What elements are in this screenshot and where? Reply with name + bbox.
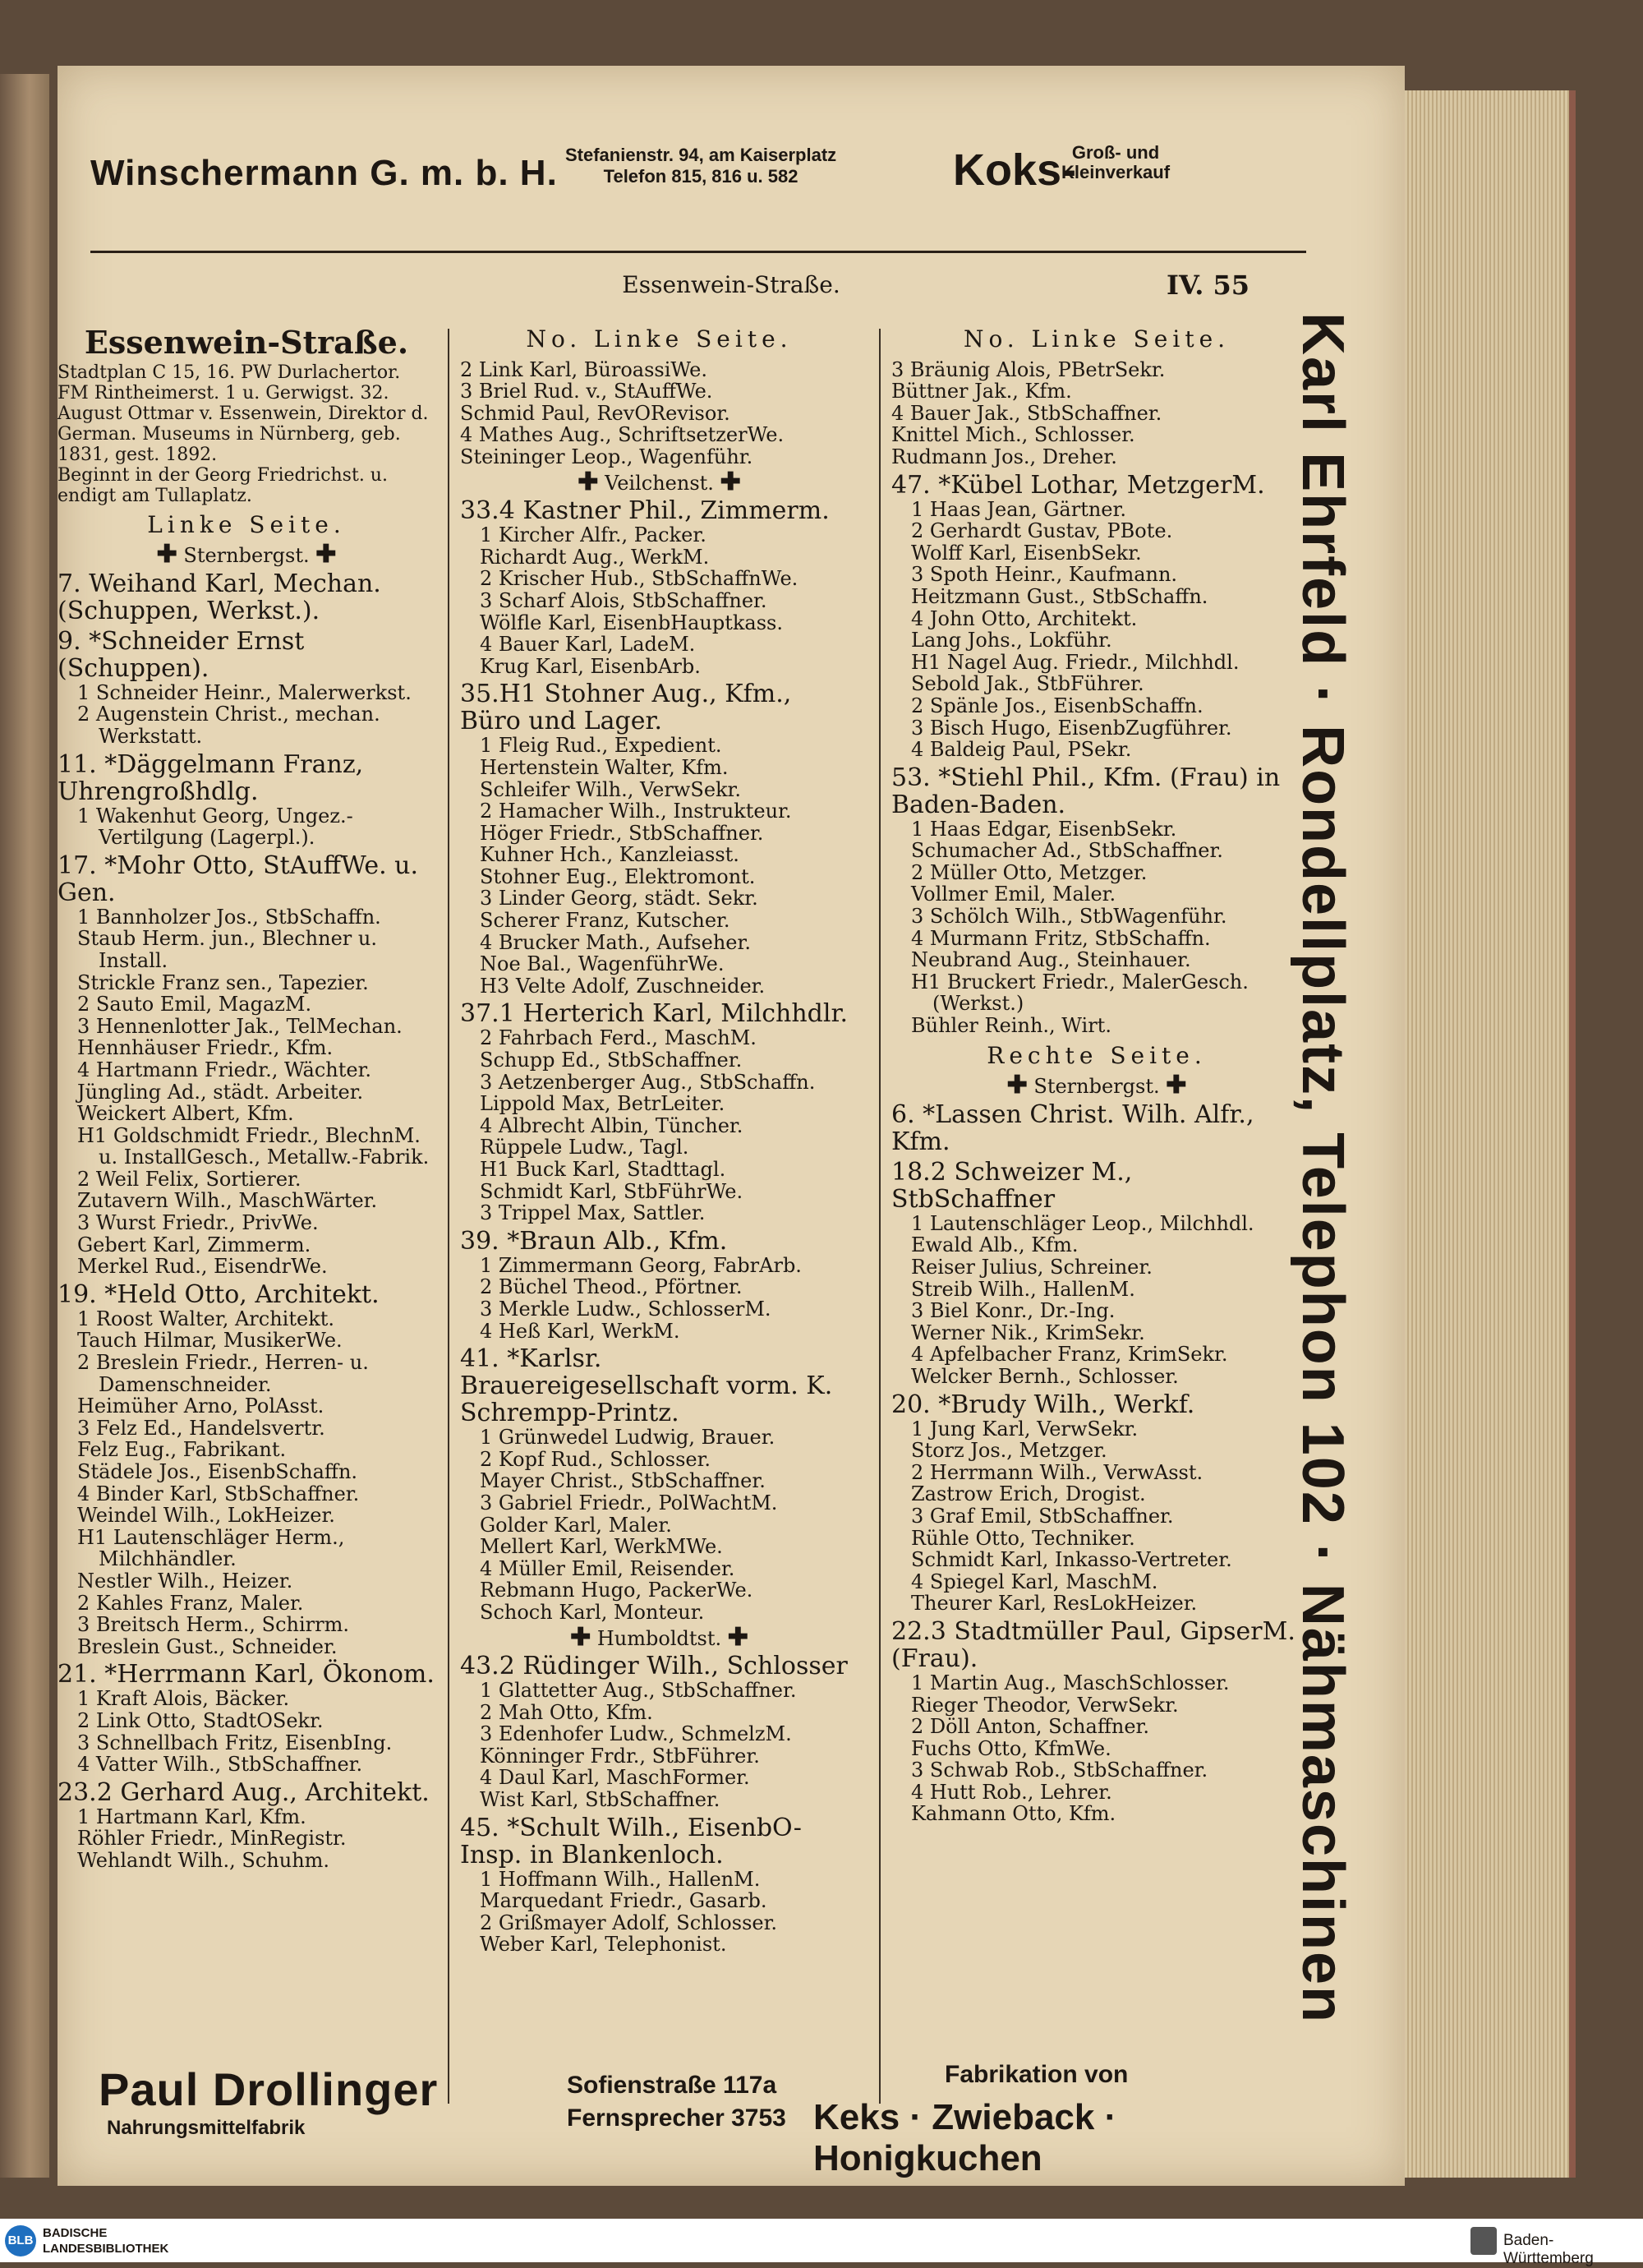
- entry-heading: 37.1 Herterich Karl, Milchhdlr.: [460, 999, 849, 1029]
- tenant-line: 3 Schnellbach Fritz, EisenbIng.: [77, 1731, 393, 1754]
- blb-name-line2: LANDESBIBLIOTHEK: [43, 2242, 169, 2256]
- header-rule: [90, 251, 1306, 253]
- tenant-line: Nestler Wilh., Heizer.: [77, 1569, 293, 1593]
- entry-heading: 11. *Däggelmann Franz, Uhrengroßhdlg.: [58, 749, 364, 806]
- tenant-line: Schupp Ed., StbSchaffner.: [480, 1049, 743, 1072]
- cross-street: ✚ Veilchenst. ✚: [578, 467, 741, 496]
- tenant-line: Schleifer Wilh., VerwSekr.: [480, 777, 742, 801]
- tenant-line: Marquedant Friedr., Gasarb.: [480, 1889, 767, 1913]
- tenant-line: Könninger Frdr., StbFührer.: [480, 1744, 760, 1768]
- entry-heading: 7. Weihand Karl, Mechan. (Schuppen, Werkst.).: [58, 569, 381, 625]
- tenant-line: Reiser Julius, Schreiner.: [911, 1256, 1153, 1279]
- footer-ad: [90, 2046, 1306, 2178]
- bw-label: Baden-Württemberg: [1503, 2232, 1594, 2267]
- tenant-line: Wehlandt Wilh., Schuhm.: [77, 1848, 330, 1872]
- tenant-line: 2 Sauto Emil, MagazM.: [77, 993, 312, 1016]
- tenant-line: 3 Briel Rud. v., StAuffWe.: [460, 380, 713, 403]
- tenant-line: 3 Biel Konr., Dr.-Ing.: [911, 1299, 1116, 1323]
- tenant-line: H1 Buck Karl, Stadttagl.: [480, 1158, 726, 1181]
- tenant-line: 1 Schneider Heinr., Malerwerkst.: [77, 680, 412, 704]
- tenant-line: Merkel Rud., EisendrWe.: [77, 1255, 328, 1279]
- tenant-line: Rudmann Jos., Dreher.: [891, 445, 1117, 468]
- tenant-line: Scherer Franz, Kutscher.: [480, 909, 730, 933]
- tenant-line: Wolff Karl, EisenbSekr.: [911, 541, 1142, 565]
- header-address: Stefanienstr. 94, am Kaiserplatz: [565, 145, 837, 165]
- tenant-line: 1 Glattetter Aug., StbSchaffner.: [480, 1679, 797, 1703]
- side-advert: [1290, 312, 1392, 2024]
- tenant-line: Golder Karl, Maler.: [480, 1513, 672, 1537]
- tenant-line: 3 Bisch Hugo, EisenbZugführer.: [911, 716, 1232, 740]
- entries-list: [58, 570, 435, 1872]
- blb-name-line1: BADISCHE: [43, 2226, 108, 2240]
- tenant-line: Zastrow Erich, Drogist.: [911, 1482, 1146, 1506]
- tenant-line: Noe Bal., WagenführWe.: [480, 952, 725, 976]
- column-2: [460, 320, 858, 1956]
- tenant-line: Schmidt Karl, Inkasso-Vertreter.: [911, 1548, 1232, 1572]
- footer-phone: Fernsprecher 3753: [567, 2104, 786, 2132]
- entry-heading: 45. *Schult Wilh., EisenbO-Insp. in Blankenloch.: [460, 1813, 802, 1869]
- tenant-line: 2 Büchel Theod., Pförtner.: [480, 1275, 743, 1299]
- address-entry: [460, 680, 858, 997]
- cross-street-label: Sternbergst.: [1033, 1075, 1160, 1099]
- side-heading: Rechte Seite.: [987, 1041, 1207, 1069]
- tenant-line: 2 Gerhardt Gustav, PBote.: [911, 519, 1173, 543]
- page-stack-edge: [1405, 90, 1576, 2178]
- tenant-line: Kahmann Otto, Kfm.: [911, 1802, 1116, 1826]
- tenant-line: Heitzmann Gust., StbSchaffn.: [911, 584, 1208, 608]
- tenant-line: 3 Graf Emil, StbSchaffner.: [911, 1504, 1174, 1528]
- tenant-line: 2 Fahrbach Ferd., MaschM.: [480, 1026, 757, 1050]
- tenant-line: 3 Breitsch Herm., Schirrm.: [77, 1613, 349, 1637]
- tenant-line: 1 Lautenschläger Leop., Milchhdl.: [911, 1211, 1254, 1235]
- tenant-line: 2 Herrmann Wilh., VerwAsst.: [911, 1460, 1203, 1484]
- tenant-line: Rieger Theodor, VerwSekr.: [911, 1693, 1179, 1717]
- address-entry: [58, 1661, 435, 1775]
- tenant-line: 3 Scharf Alois, StbSchaffner.: [480, 588, 767, 612]
- tenant-line: 2 Kahles Franz, Maler.: [77, 1591, 304, 1615]
- entry-heading: 18.2 Schweizer M., StbSchaffner: [891, 1157, 1133, 1214]
- side-advert-text: Karl Ehrfeld · Rondellplatz, Telephon 102 · Nähmaschinen: [1290, 312, 1355, 2024]
- book-page: [58, 66, 1405, 2186]
- street-intro: [58, 362, 435, 506]
- tenant-line: 2 Augenstein Christ., mechan. Werkstatt.: [77, 703, 380, 748]
- tenant-line: 3 Schwab Rob., StbSchaffner.: [911, 1759, 1208, 1782]
- footer-address: [567, 2069, 786, 2135]
- address-entry: [58, 852, 435, 1278]
- tenant-line: 1 Hoffmann Wilh., HallenM.: [480, 1867, 761, 1891]
- tenant-line: 2 Müller Otto, Metzger.: [911, 860, 1148, 884]
- tenant-line: Tauch Hilmar, MusikerWe.: [77, 1329, 343, 1353]
- tenant-line: 1 Kraft Alois, Bäcker.: [77, 1687, 290, 1711]
- tenant-line: Wist Karl, StbSchaffner.: [480, 1788, 720, 1812]
- entry-heading: 19. *Held Otto, Architekt.: [58, 1279, 380, 1309]
- tenant-line: Richardt Aug., WerkM.: [480, 545, 710, 569]
- tenant-line: 4 Vatter Wilh., StbSchaffner.: [77, 1753, 363, 1777]
- entry-heading: 39. *Braun Alb., Kfm.: [460, 1226, 728, 1256]
- tenant-line: Mellert Karl, WerkMWe.: [480, 1535, 723, 1559]
- tenant-line: 1 Hartmann Karl, Kfm.: [77, 1805, 306, 1828]
- header-sales-line1: Groß- und: [1071, 142, 1160, 163]
- tenant-line: Heimüher Arno, PolAsst.: [77, 1394, 324, 1418]
- header-sales-line2: Kleinverkauf: [1061, 162, 1171, 182]
- address-entry: [460, 1653, 858, 1811]
- tenant-line: 4 Binder Karl, StbSchaffner.: [77, 1482, 360, 1505]
- tenant-line: Mayer Christ., StbSchaffner.: [480, 1469, 766, 1493]
- tenant-line: 1 Martin Aug., MaschSchlosser.: [911, 1671, 1230, 1694]
- entry-heading: 22.3 Stadtmüller Paul, GipserM. (Frau).: [891, 1616, 1296, 1673]
- tenant-line: Weber Karl, Telephonist.: [480, 1933, 727, 1957]
- street-title: Essenwein-Straße.: [84, 324, 409, 361]
- tenant-line: H3 Velte Adolf, Zuschneider.: [480, 974, 766, 998]
- tenant-line: Breslein Gust., Schneider.: [77, 1634, 338, 1658]
- address-entry: [58, 1281, 435, 1658]
- tenant-line: Rühle Otto, Techniker.: [911, 1526, 1135, 1550]
- column-divider-2: [879, 329, 881, 2104]
- address-entry: [460, 497, 858, 677]
- tenant-line: H1 Lautenschläger Herm., Milchhändler.: [77, 1525, 345, 1571]
- column-head: No. Linke Seite.: [963, 325, 1231, 353]
- tenant-line: 2 Breslein Friedr., Herren- u. Damenschneider.: [77, 1351, 369, 1396]
- tenant-line: Röhler Friedr., MinRegistr.: [77, 1827, 347, 1851]
- tenant-line: 2 Krischer Hub., StbSchaffnWe.: [480, 567, 798, 591]
- tenant-line: 1 Kircher Alfr., Packer.: [480, 523, 706, 547]
- footer-subtitle: Nahrungsmittelfabrik: [107, 2117, 306, 2139]
- tenant-line: 4 Mathes Aug., SchriftsetzerWe.: [460, 423, 785, 447]
- cross-street-label: Humboldtst.: [596, 1626, 722, 1650]
- tenant-line: 3 Linder Georg, städt. Sekr.: [480, 887, 758, 910]
- address-entry: [460, 1000, 858, 1224]
- tenant-line: 1 Haas Edgar, EisenbSekr.: [911, 817, 1177, 841]
- address-entry: [891, 1391, 1302, 1615]
- address-entry: [58, 570, 435, 625]
- entries-list: [891, 1101, 1302, 1825]
- cross-street: ✚ Sternbergst. ✚: [156, 540, 337, 569]
- tenant-line: 3 Felz Ed., Handelsvertr.: [77, 1416, 325, 1440]
- tenant-line: 4 Baldeig Paul, PSekr.: [911, 738, 1132, 762]
- tenant-line: 4 Müller Emil, Reisender.: [480, 1556, 735, 1580]
- library-bar: [0, 2219, 1643, 2267]
- tenant-line: Staub Herm. jun., Blechner u. Install.: [77, 927, 377, 972]
- tenant-line: 3 Trippel Max, Sattler.: [480, 1201, 706, 1225]
- column-head: No. Linke Seite.: [526, 325, 793, 353]
- footer-products: Keks · Zwieback · Honigkuchen: [813, 2097, 1117, 2178]
- tenant-line: 4 Brucker Math., Aufseher.: [480, 930, 751, 954]
- tenant-line: 3 Bräunig Alois, PBetrSekr.: [891, 357, 1166, 381]
- header-koks: Koks-: [953, 145, 1077, 195]
- tenant-line: 4 Hartmann Friedr., Wächter.: [77, 1058, 372, 1081]
- entry-heading: 41. *Karlsr. Brauereigesellschaft vorm. K. Schrempp-Printz.: [460, 1344, 833, 1428]
- tenant-line: H1 Goldschmidt Friedr., BlechnM. u. InstallGesch., Metallw.-Fabrik.: [77, 1123, 430, 1169]
- tenant-line: Hertenstein Walter, Kfm.: [480, 755, 729, 779]
- entry-heading: 23.2 Gerhard Aug., Architekt.: [58, 1777, 430, 1807]
- tenant-line: Rüppele Ludw., Tagl.: [480, 1136, 689, 1159]
- intro-line: Beginnt in der Georg Friedrichst. u. endigt am Tullaplatz.: [58, 464, 388, 506]
- tenant-line: Wölfle Karl, EisenbHauptkass.: [480, 611, 783, 634]
- cross-street: ✚ Sternbergst. ✚: [1006, 1071, 1187, 1100]
- blb-logo-icon[interactable]: BLB: [5, 2225, 36, 2256]
- side-heading: Linke Seite.: [147, 510, 346, 538]
- tenant-line: Kuhner Hch., Kanzleiasst.: [480, 843, 739, 867]
- carryover-list: [891, 359, 1302, 468]
- tenant-line: H1 Bruckert Friedr., MalerGesch. (Werkst.): [911, 970, 1249, 1016]
- header-ad: [90, 130, 1306, 212]
- tenant-line: 2 Döll Anton, Schaffner.: [911, 1715, 1149, 1739]
- tenant-line: 2 Spänle Jos., EisenbSchaffn.: [911, 694, 1203, 717]
- tenant-line: 4 Murmann Fritz, StbSchaffn.: [911, 926, 1211, 950]
- tenant-line: Neubrand Aug., Steinhauer.: [911, 948, 1191, 972]
- address-entry: [58, 1779, 435, 1872]
- tenant-line: 1 Roost Walter, Architekt.: [77, 1307, 335, 1330]
- tenant-line: 4 John Otto, Architekt.: [911, 606, 1138, 630]
- address-entry: [460, 1814, 858, 1956]
- tenant-line: Stohner Eug., Elektromont.: [480, 864, 756, 888]
- address-entry: [460, 1228, 858, 1342]
- tenant-line: 1 Fleig Rud., Expedient.: [480, 734, 722, 758]
- tenant-line: Knittel Mich., Schlosser.: [891, 423, 1135, 447]
- tenant-line: 2 Weil Felix, Sortierer.: [77, 1167, 301, 1191]
- tenant-line: 1 Grünwedel Ludwig, Brauer.: [480, 1426, 775, 1450]
- column-1: [58, 320, 435, 1872]
- entry-heading: 21. *Herrmann Karl, Ökonom.: [58, 1660, 435, 1689]
- tenant-line: Schoch Karl, Monteur.: [480, 1600, 705, 1624]
- entry-heading: 20. *Brudy Wilh., Werkf.: [891, 1390, 1195, 1419]
- header-sales: [1061, 143, 1170, 182]
- tenant-line: Krug Karl, EisenbArb.: [480, 654, 701, 678]
- column-divider-1: [448, 329, 449, 2104]
- tenant-line: Weickert Albert, Kfm.: [77, 1102, 294, 1126]
- header-company: Winschermann G. m. b. H.: [90, 153, 558, 193]
- entries-list: [460, 1653, 858, 1956]
- tenant-line: 2 Link Karl, BüroassiWe.: [460, 357, 707, 381]
- cross-street-label: Veilchenst.: [605, 471, 714, 495]
- cross-street-label: Sternbergst.: [183, 544, 310, 568]
- entry-heading: 35.H1 Stohner Aug., Kfm., Büro und Lager.: [460, 680, 792, 736]
- tenant-line: 4 Apfelbacher Franz, KrimSekr.: [911, 1343, 1228, 1367]
- entry-heading: 53. *Stiehl Phil., Kfm. (Frau) in Baden-Baden.: [891, 763, 1281, 819]
- tenant-line: Fuchs Otto, KfmWe.: [911, 1736, 1111, 1760]
- footer-company: Paul Drollinger: [99, 2063, 439, 2115]
- tenant-line: 4 Spiegel Karl, MaschM.: [911, 1570, 1158, 1593]
- page-number: IV. 55: [1167, 270, 1250, 301]
- tenant-line: Storz Jos., Metzger.: [911, 1439, 1107, 1463]
- tenant-line: 2 Kopf Rud., Schlosser.: [480, 1447, 711, 1471]
- tenant-line: 2 Mah Otto, Kfm.: [480, 1700, 653, 1724]
- tenant-line: Theurer Karl, ResLokHeizer.: [911, 1592, 1198, 1616]
- footer-fabrication: Fabrikation von: [945, 2061, 1129, 2088]
- address-entry: [891, 1618, 1302, 1825]
- tenant-line: Lang Johs., Lokführ.: [911, 629, 1112, 652]
- tenant-line: 2 Grißmayer Adolf, Schlosser.: [480, 1911, 778, 1934]
- tenant-line: 4 Hutt Rob., Lehrer.: [911, 1780, 1112, 1804]
- tenant-line: Strickle Franz sen., Tapezier.: [77, 970, 369, 994]
- tenant-line: 4 Bauer Jak., StbSchaffner.: [891, 401, 1162, 425]
- tenant-line: Gebert Karl, Zimmerm.: [77, 1233, 311, 1256]
- tenant-line: Felz Eug., Fabrikant.: [77, 1438, 287, 1462]
- tenant-line: 3 Wurst Friedr., PrivWe.: [77, 1211, 319, 1235]
- tenant-line: Schmid Paul, RevORevisor.: [460, 401, 730, 425]
- tenant-line: Lippold Max, BetrLeiter.: [480, 1092, 725, 1116]
- tenant-line: 3 Schölch Wilh., StbWagenführ.: [911, 905, 1227, 929]
- blb-name: [43, 2225, 168, 2256]
- tenant-line: 3 Hennenlotter Jak., TelMechan.: [77, 1014, 403, 1038]
- tenant-line: 1 Jung Karl, VerwSekr.: [911, 1417, 1139, 1441]
- entry-heading: 33.4 Kastner Phil., Zimmerm.: [460, 496, 830, 526]
- tenant-line: Vollmer Emil, Maler.: [911, 883, 1116, 906]
- tenant-line: Werner Nik., KrimSekr.: [911, 1321, 1145, 1344]
- address-entry: [58, 751, 435, 849]
- tenant-line: Rebmann Hugo, PackerWe.: [480, 1579, 753, 1602]
- tenant-line: 2 Hamacher Wilh., Instrukteur.: [480, 800, 792, 823]
- cross-street: ✚ Humboldtst. ✚: [570, 1622, 748, 1652]
- tenant-line: Steininger Leop., Wagenführ.: [460, 445, 753, 468]
- tenant-line: 1 Wakenhut Georg, Ungez.-Vertilgung (Lagerpl.).: [77, 804, 353, 850]
- bw-crest-icon[interactable]: [1470, 2227, 1497, 2255]
- tenant-line: Schmidt Karl, StbFührWe.: [480, 1179, 743, 1203]
- tenant-line: 4 Heß Karl, WerkM.: [480, 1319, 680, 1343]
- entry-heading: 47. *Kübel Lothar, MetzgerM.: [891, 470, 1265, 500]
- tenant-line: 3 Aetzenberger Aug., StbSchaffn.: [480, 1070, 816, 1094]
- tenant-line: 3 Edenhofer Ludw., SchmelzM.: [480, 1722, 792, 1746]
- tenant-line: 2 Link Otto, StadtOSekr.: [77, 1708, 324, 1732]
- tenant-line: Jüngling Ad., städt. Arbeiter.: [77, 1080, 364, 1104]
- entry-heading: 6. *Lassen Christ. Wilh. Alfr., Kfm.: [891, 1099, 1254, 1156]
- tenant-line: Ewald Alb., Kfm.: [911, 1233, 1079, 1257]
- address-entry: [460, 1345, 858, 1623]
- tenant-line: 4 Albrecht Albin, Tüncher.: [480, 1113, 743, 1137]
- intro-line: Stadtplan C 15, 16. PW Durlachertor. FM Rintheimerst. 1 u. Gerwigst. 32.: [58, 362, 401, 403]
- tenant-line: Bühler Reinh., Wirt.: [911, 1014, 1111, 1038]
- left-page-edge: [0, 74, 49, 2178]
- tenant-line: 1 Haas Jean, Gärtner.: [911, 497, 1126, 521]
- address-entry: [58, 628, 435, 748]
- entries-list: [891, 472, 1302, 1037]
- entries-list: [460, 497, 858, 1623]
- tenant-line: 3 Gabriel Friedr., PolWachtM.: [480, 1491, 778, 1514]
- tenant-line: Streib Wilh., HallenM.: [911, 1277, 1135, 1301]
- tenant-line: 1 Bannholzer Jos., StbSchaffn.: [77, 905, 381, 929]
- footer-street: Sofienstraße 117a: [567, 2072, 777, 2099]
- carryover-list: [460, 359, 858, 468]
- intro-line: August Ottmar v. Essenwein, Direktor d. German. Museums in Nürnberg, geb. 1831, gest. 1892.: [58, 403, 429, 465]
- running-title: Essenwein-Straße.: [622, 271, 840, 298]
- tenant-line: 4 Bauer Karl, LadeM.: [480, 633, 696, 657]
- header-address-block: [565, 145, 836, 187]
- tenant-line: Weindel Wilh., LokHeizer.: [77, 1504, 335, 1528]
- tenant-line: Städele Jos., EisenbSchaffn.: [77, 1460, 358, 1483]
- column-3: [891, 320, 1302, 1825]
- address-entry: [891, 1101, 1302, 1155]
- tenant-line: 4 Daul Karl, MaschFormer.: [480, 1766, 750, 1790]
- entry-heading: 17. *Mohr Otto, StAuffWe. u. Gen.: [58, 850, 419, 907]
- tenant-line: Sebold Jak., StbFührer.: [911, 672, 1144, 696]
- tenant-line: Schumacher Ad., StbSchaffner.: [911, 839, 1223, 863]
- header-phone: Telefon 815, 816 u. 582: [603, 166, 798, 187]
- tenant-line: 3 Merkle Ludw., SchlosserM.: [480, 1297, 771, 1321]
- entry-heading: 43.2 Rüdinger Wilh., Schlosser: [460, 1652, 848, 1681]
- tenant-line: 3 Spoth Heinr., Kaufmann.: [911, 563, 1178, 587]
- tenant-line: H1 Nagel Aug. Friedr., Milchhdl.: [911, 650, 1240, 674]
- address-entry: [891, 472, 1302, 761]
- address-entry: [891, 1159, 1302, 1388]
- entry-heading: 9. *Schneider Ernst (Schuppen).: [58, 626, 305, 683]
- tenant-line: Höger Friedr., StbSchaffner.: [480, 821, 764, 845]
- tenant-line: Hennhäuser Friedr., Kfm.: [77, 1036, 334, 1060]
- tenant-line: Zutavern Wilh., MaschWärter.: [77, 1189, 378, 1213]
- tenant-line: 1 Zimmermann Georg, FabrArb.: [480, 1253, 802, 1277]
- address-entry: [891, 764, 1302, 1037]
- tenant-line: Büttner Jak., Kfm.: [891, 380, 1072, 403]
- tenant-line: Welcker Bernh., Schlosser.: [911, 1364, 1179, 1388]
